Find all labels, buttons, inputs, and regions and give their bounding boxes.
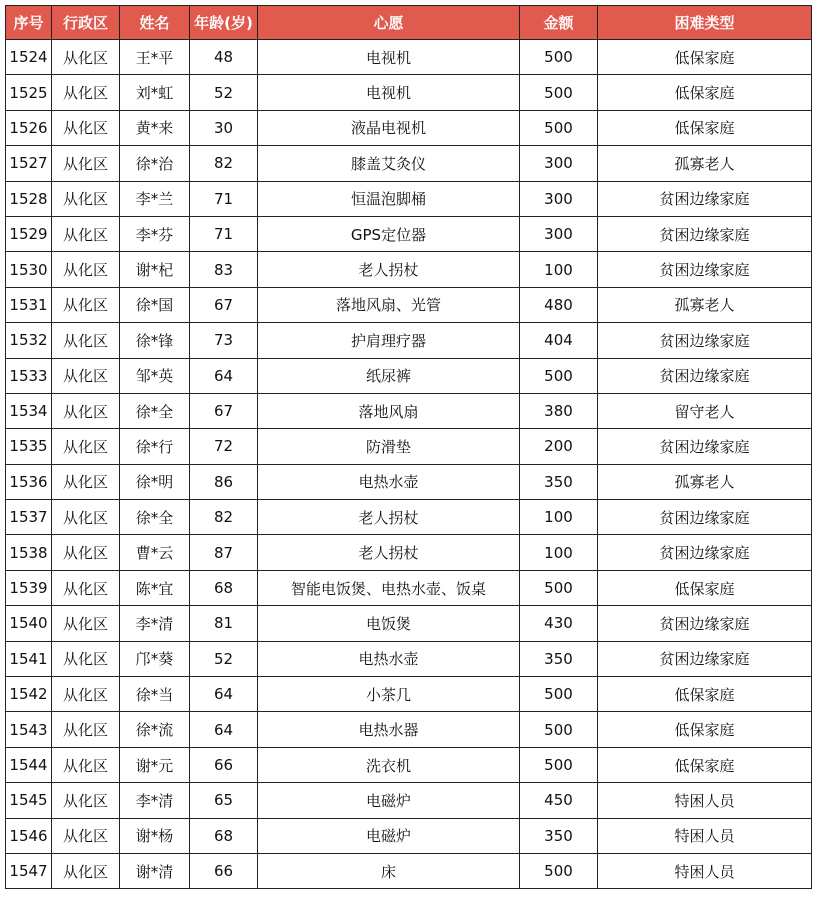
cell-serial: 1542 — [6, 677, 52, 712]
cell-name: 谢*清 — [120, 853, 190, 888]
table-row — [6, 252, 812, 287]
cell-wish: GPS定位器 — [258, 216, 520, 251]
cell-serial: 1539 — [6, 570, 52, 605]
cell-wish: 小茶几 — [258, 677, 520, 712]
cell-age: 82 — [190, 146, 258, 181]
cell-hardship-type: 孤寡老人 — [598, 464, 812, 499]
cell-age: 73 — [190, 323, 258, 358]
cell-district: 从化区 — [52, 712, 120, 747]
cell-age: 48 — [190, 40, 258, 75]
cell-hardship-type: 贫困边缘家庭 — [598, 216, 812, 251]
table-row — [6, 323, 812, 358]
cell-hardship-type: 贫困边缘家庭 — [598, 429, 812, 464]
cell-amount: 500 — [520, 110, 598, 145]
cell-wish: 电磁炉 — [258, 818, 520, 853]
cell-serial: 1536 — [6, 464, 52, 499]
cell-name: 徐*全 — [120, 393, 190, 428]
cell-hardship-type: 低保家庭 — [598, 40, 812, 75]
cell-district: 从化区 — [52, 677, 120, 712]
cell-age: 52 — [190, 75, 258, 110]
cell-wish: 电热水壶 — [258, 464, 520, 499]
cell-age: 83 — [190, 252, 258, 287]
cell-district: 从化区 — [52, 40, 120, 75]
cell-district: 从化区 — [52, 570, 120, 605]
cell-age: 68 — [190, 570, 258, 605]
cell-hardship-type: 贫困边缘家庭 — [598, 252, 812, 287]
cell-hardship-type: 特困人员 — [598, 853, 812, 888]
table-row — [6, 853, 812, 888]
cell-name: 徐*明 — [120, 464, 190, 499]
cell-name: 陈*宜 — [120, 570, 190, 605]
cell-hardship-type: 低保家庭 — [598, 712, 812, 747]
cell-wish: 膝盖艾灸仪 — [258, 146, 520, 181]
cell-amount: 500 — [520, 712, 598, 747]
cell-hardship-type: 特困人员 — [598, 818, 812, 853]
table-row — [6, 287, 812, 322]
cell-wish: 电视机 — [258, 40, 520, 75]
table-row — [6, 818, 812, 853]
cell-serial: 1545 — [6, 783, 52, 818]
cell-amount: 430 — [520, 606, 598, 641]
cell-name: 邹*英 — [120, 358, 190, 393]
cell-name: 徐*国 — [120, 287, 190, 322]
cell-name: 李*兰 — [120, 181, 190, 216]
cell-age: 66 — [190, 853, 258, 888]
cell-name: 曹*云 — [120, 535, 190, 570]
cell-age: 52 — [190, 641, 258, 676]
cell-amount: 500 — [520, 853, 598, 888]
table-row — [6, 146, 812, 181]
cell-age: 82 — [190, 500, 258, 535]
cell-name: 徐*行 — [120, 429, 190, 464]
cell-age: 86 — [190, 464, 258, 499]
cell-age: 67 — [190, 287, 258, 322]
cell-district: 从化区 — [52, 393, 120, 428]
cell-wish: 老人拐杖 — [258, 500, 520, 535]
cell-hardship-type: 贫困边缘家庭 — [598, 535, 812, 570]
cell-age: 68 — [190, 818, 258, 853]
cell-name: 李*芬 — [120, 216, 190, 251]
table-row — [6, 110, 812, 145]
cell-district: 从化区 — [52, 429, 120, 464]
cell-wish: 洗衣机 — [258, 747, 520, 782]
cell-name: 徐*锋 — [120, 323, 190, 358]
cell-amount: 500 — [520, 570, 598, 605]
table-body — [6, 40, 812, 889]
cell-district: 从化区 — [52, 535, 120, 570]
cell-amount: 300 — [520, 181, 598, 216]
cell-wish: 电饭煲 — [258, 606, 520, 641]
cell-serial: 1528 — [6, 181, 52, 216]
cell-district: 从化区 — [52, 747, 120, 782]
cell-district: 从化区 — [52, 358, 120, 393]
cell-serial: 1541 — [6, 641, 52, 676]
cell-amount: 350 — [520, 641, 598, 676]
cell-age: 64 — [190, 712, 258, 747]
cell-district: 从化区 — [52, 641, 120, 676]
header-name: 姓名 — [120, 6, 190, 40]
cell-wish: 电视机 — [258, 75, 520, 110]
cell-hardship-type: 低保家庭 — [598, 110, 812, 145]
cell-district: 从化区 — [52, 464, 120, 499]
cell-serial: 1524 — [6, 40, 52, 75]
cell-district: 从化区 — [52, 146, 120, 181]
cell-wish: 落地风扇、光管 — [258, 287, 520, 322]
cell-amount: 380 — [520, 393, 598, 428]
cell-wish: 恒温泡脚桶 — [258, 181, 520, 216]
cell-district: 从化区 — [52, 75, 120, 110]
cell-amount: 350 — [520, 818, 598, 853]
cell-amount: 500 — [520, 677, 598, 712]
cell-wish: 电磁炉 — [258, 783, 520, 818]
cell-wish: 纸尿裤 — [258, 358, 520, 393]
cell-district: 从化区 — [52, 606, 120, 641]
cell-district: 从化区 — [52, 216, 120, 251]
cell-hardship-type: 特困人员 — [598, 783, 812, 818]
cell-district: 从化区 — [52, 287, 120, 322]
cell-serial: 1540 — [6, 606, 52, 641]
cell-hardship-type: 贫困边缘家庭 — [598, 323, 812, 358]
table-row — [6, 712, 812, 747]
header-serial: 序号 — [6, 6, 52, 40]
cell-name: 徐*流 — [120, 712, 190, 747]
table-row — [6, 570, 812, 605]
header-hardship-type: 困难类型 — [598, 6, 812, 40]
cell-hardship-type: 留守老人 — [598, 393, 812, 428]
cell-amount: 404 — [520, 323, 598, 358]
cell-age: 72 — [190, 429, 258, 464]
cell-amount: 500 — [520, 358, 598, 393]
cell-hardship-type: 贫困边缘家庭 — [598, 500, 812, 535]
table-row — [6, 464, 812, 499]
cell-name: 徐*全 — [120, 500, 190, 535]
cell-age: 87 — [190, 535, 258, 570]
table-row — [6, 783, 812, 818]
cell-serial: 1530 — [6, 252, 52, 287]
cell-serial: 1526 — [6, 110, 52, 145]
cell-district: 从化区 — [52, 252, 120, 287]
cell-serial: 1537 — [6, 500, 52, 535]
cell-serial: 1543 — [6, 712, 52, 747]
cell-wish: 落地风扇 — [258, 393, 520, 428]
cell-amount: 200 — [520, 429, 598, 464]
table-row — [6, 358, 812, 393]
table-row — [6, 393, 812, 428]
cell-amount: 100 — [520, 500, 598, 535]
cell-hardship-type: 低保家庭 — [598, 677, 812, 712]
table-row — [6, 216, 812, 251]
cell-district: 从化区 — [52, 853, 120, 888]
cell-name: 李*清 — [120, 606, 190, 641]
cell-age: 30 — [190, 110, 258, 145]
cell-hardship-type: 贫困边缘家庭 — [598, 358, 812, 393]
cell-hardship-type: 低保家庭 — [598, 570, 812, 605]
cell-name: 徐*治 — [120, 146, 190, 181]
wish-list-table — [5, 5, 812, 889]
cell-serial: 1534 — [6, 393, 52, 428]
cell-district: 从化区 — [52, 181, 120, 216]
table-row — [6, 677, 812, 712]
cell-wish: 护肩理疗器 — [258, 323, 520, 358]
cell-name: 黄*来 — [120, 110, 190, 145]
table-row — [6, 429, 812, 464]
cell-serial: 1546 — [6, 818, 52, 853]
cell-amount: 100 — [520, 252, 598, 287]
table-row — [6, 747, 812, 782]
header-amount: 金额 — [520, 6, 598, 40]
cell-wish: 液晶电视机 — [258, 110, 520, 145]
cell-age: 67 — [190, 393, 258, 428]
table-row — [6, 40, 812, 75]
table-row — [6, 500, 812, 535]
cell-amount: 100 — [520, 535, 598, 570]
cell-name: 邝*葵 — [120, 641, 190, 676]
cell-wish: 床 — [258, 853, 520, 888]
cell-serial: 1535 — [6, 429, 52, 464]
cell-amount: 500 — [520, 747, 598, 782]
cell-serial: 1532 — [6, 323, 52, 358]
table-row — [6, 75, 812, 110]
cell-name: 王*平 — [120, 40, 190, 75]
cell-wish: 老人拐杖 — [258, 535, 520, 570]
cell-serial: 1527 — [6, 146, 52, 181]
cell-serial: 1529 — [6, 216, 52, 251]
cell-amount: 500 — [520, 75, 598, 110]
cell-age: 66 — [190, 747, 258, 782]
cell-serial: 1547 — [6, 853, 52, 888]
table-row — [6, 606, 812, 641]
cell-hardship-type: 贫困边缘家庭 — [598, 606, 812, 641]
cell-amount: 300 — [520, 216, 598, 251]
cell-wish: 防滑垫 — [258, 429, 520, 464]
cell-serial: 1525 — [6, 75, 52, 110]
cell-district: 从化区 — [52, 783, 120, 818]
table-row — [6, 641, 812, 676]
cell-hardship-type: 低保家庭 — [598, 75, 812, 110]
table-header-row — [6, 6, 812, 40]
cell-serial: 1533 — [6, 358, 52, 393]
cell-age: 65 — [190, 783, 258, 818]
table-row — [6, 535, 812, 570]
cell-serial: 1544 — [6, 747, 52, 782]
cell-wish: 电热水壶 — [258, 641, 520, 676]
cell-amount: 480 — [520, 287, 598, 322]
cell-age: 81 — [190, 606, 258, 641]
cell-name: 刘*虹 — [120, 75, 190, 110]
cell-amount: 350 — [520, 464, 598, 499]
header-district: 行政区 — [52, 6, 120, 40]
cell-name: 李*清 — [120, 783, 190, 818]
cell-hardship-type: 孤寡老人 — [598, 287, 812, 322]
cell-hardship-type: 孤寡老人 — [598, 146, 812, 181]
cell-amount: 300 — [520, 146, 598, 181]
header-wish: 心愿 — [258, 6, 520, 40]
cell-name: 谢*杨 — [120, 818, 190, 853]
cell-name: 徐*当 — [120, 677, 190, 712]
cell-age: 71 — [190, 216, 258, 251]
cell-name: 谢*杞 — [120, 252, 190, 287]
cell-age: 64 — [190, 677, 258, 712]
cell-name: 谢*元 — [120, 747, 190, 782]
cell-wish: 智能电饭煲、电热水壶、饭桌 — [258, 570, 520, 605]
table-row — [6, 181, 812, 216]
cell-hardship-type: 贫困边缘家庭 — [598, 181, 812, 216]
cell-district: 从化区 — [52, 818, 120, 853]
cell-district: 从化区 — [52, 500, 120, 535]
cell-serial: 1531 — [6, 287, 52, 322]
wish-list-container — [5, 5, 812, 889]
cell-age: 71 — [190, 181, 258, 216]
cell-wish: 电热水器 — [258, 712, 520, 747]
header-age: 年龄(岁) — [190, 6, 258, 40]
cell-hardship-type: 贫困边缘家庭 — [598, 641, 812, 676]
cell-hardship-type: 低保家庭 — [598, 747, 812, 782]
cell-amount: 450 — [520, 783, 598, 818]
cell-amount: 500 — [520, 40, 598, 75]
cell-wish: 老人拐杖 — [258, 252, 520, 287]
cell-district: 从化区 — [52, 110, 120, 145]
cell-age: 64 — [190, 358, 258, 393]
cell-district: 从化区 — [52, 323, 120, 358]
cell-serial: 1538 — [6, 535, 52, 570]
